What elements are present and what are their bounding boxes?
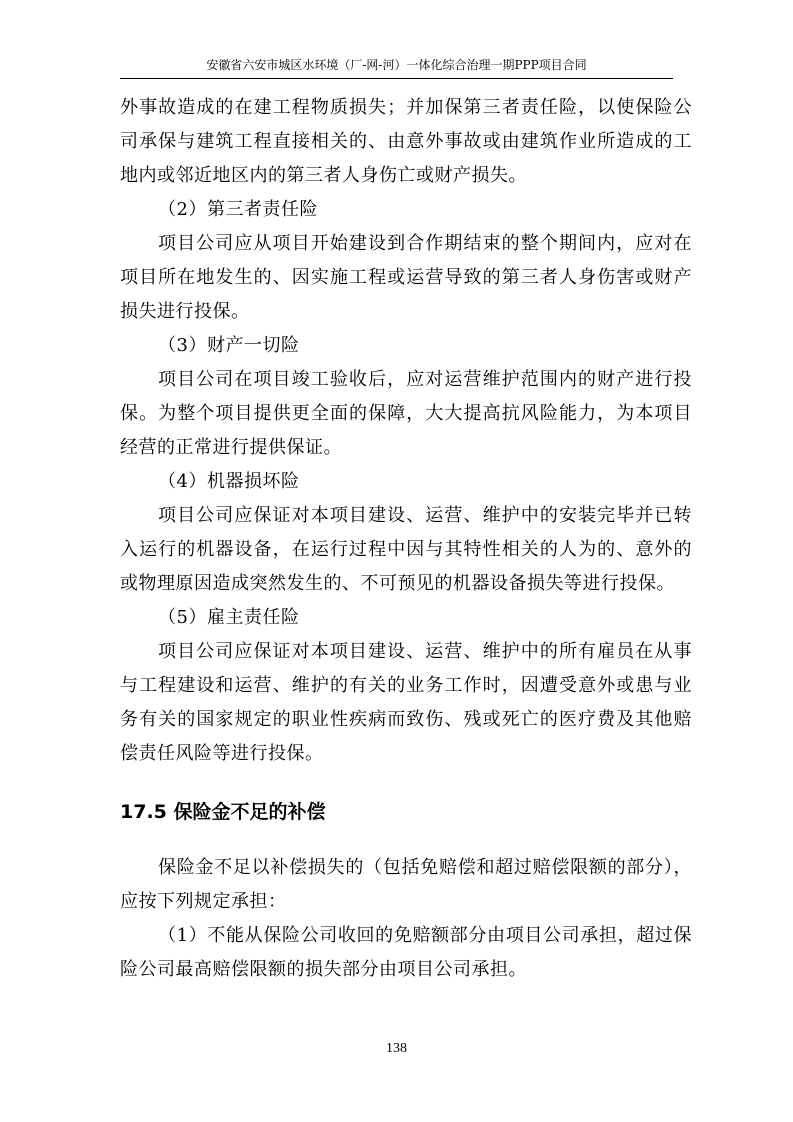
paragraph-third-party-liability: 项目公司应从项目开始建设到合作期结束的整个期间内，应对在项目所在地发生的、因实施工程或运营导致的第三者人身伤害或财产损失进行投保。 bbox=[120, 233, 692, 322]
page-body bbox=[120, 91, 692, 987]
running-header-title: 安徽省六安市城区水环境（厂-网-河）一体化综合治理一期PPP项目合同 bbox=[206, 58, 587, 72]
subheading-property-all-risks: （3）财产一切险 bbox=[158, 335, 300, 356]
paragraph-employer-liability: 项目公司应保证对本项目建设、运营、维护中的所有雇员在从事与工程建设和运营、维护的有关的业务工作时，因遭受意外或患与业务有关的国家规定的职业性疾病而致伤、残或死亡的医疗费及其他赔偿责任风险等进行投保。 bbox=[120, 641, 692, 764]
paragraph-continued-accident-insurance: 外事故造成的在建工程物质损失；并加保第三者责任险，以使保险公司承保与建筑工程直接相关的、由意外事故或由建筑作业所造成的工地内或邻近地区内的第三者人身伤亡或财产损失。 bbox=[120, 97, 692, 186]
subheading-machinery-breakdown: （4）机器损坏险 bbox=[158, 471, 300, 492]
page-number: 138 bbox=[386, 1041, 407, 1056]
paragraph-property-all-risks: 项目公司在项目竣工验收后，应对运营维护范围内的财产进行投保。为整个项目提供更全面的保障，大大提高抗风险能力，为本项目经营的正常进行提供保证。 bbox=[120, 369, 692, 458]
section-heading-insufficient-insurance: 17.5 保险金不足的补偿 bbox=[120, 801, 326, 823]
paragraph-insufficient-insurance: 保险金不足以补偿损失的（包括免赔偿和超过赔偿限额的部分），应按下列规定承担： bbox=[120, 857, 692, 912]
running-header bbox=[120, 56, 673, 79]
paragraph-deductible-rule: （1）不能从保险公司收回的免赔额部分由项目公司承担，超过保险公司最高赔偿限额的损失部分由项目公司承担。 bbox=[120, 925, 692, 980]
paragraph-machinery-breakdown: 项目公司应保证对本项目建设、运营、维护中的安装完毕并已转入运行的机器设备，在运行过程中因与其特性相关的人为的、意外的或物理原因造成突然发生的、不可预见的机器设备损失等进行投保。 bbox=[120, 505, 692, 594]
subheading-third-party-liability: （2）第三者责任险 bbox=[158, 199, 318, 220]
subheading-employer-liability: （5）雇主责任险 bbox=[158, 607, 300, 628]
